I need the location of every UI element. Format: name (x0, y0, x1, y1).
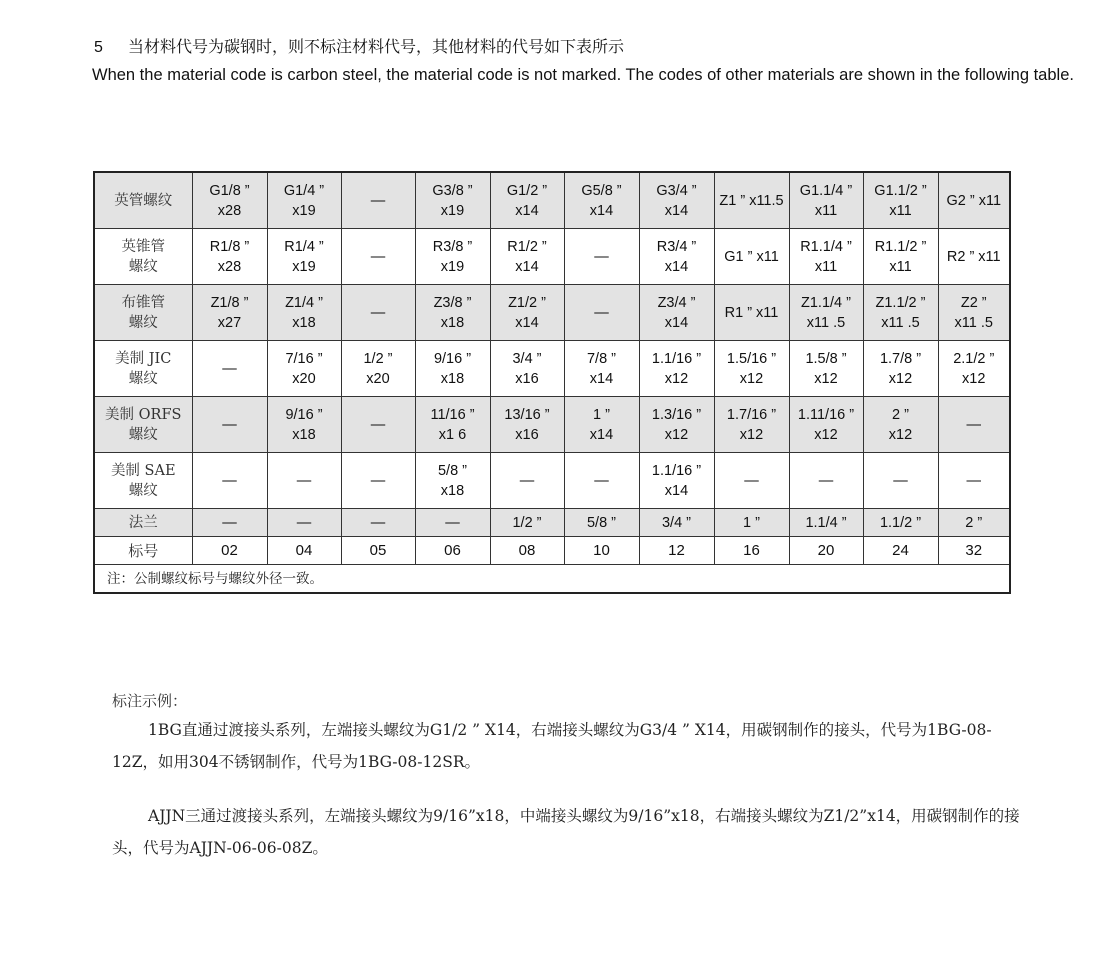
table-row (94, 537, 1010, 565)
table-cell: 1/2 ” x20 (341, 341, 415, 397)
row-label: 英锥管 螺纹 (94, 229, 192, 285)
example-paragraph-2: AJJN三通过渡接头系列，左端接头螺纹为9/16”x18，中端接头螺纹为9/16”x18，右端接头螺纹为Z1/2”x14，用碳钢制作的接头，代号为AJJN-06-06-08Z。 (112, 807, 1020, 857)
table-cell: G3/8 ” x19 (415, 172, 490, 229)
table-cell: — (192, 509, 267, 537)
row-label: 美制 SAE 螺纹 (94, 453, 192, 509)
table-cell: 16 (714, 537, 789, 565)
table-cell: — (564, 229, 639, 285)
row-label: 标号 (94, 537, 192, 565)
table-cell: Z1/4 ” x18 (267, 285, 341, 341)
table-cell: G3/4 ” x14 (639, 172, 714, 229)
table-cell: 20 (789, 537, 863, 565)
table-cell: 1 ” x14 (564, 397, 639, 453)
table-cell: 1.1/4 ” (789, 509, 863, 537)
table-cell: 10 (564, 537, 639, 565)
table-cell: — (938, 397, 1010, 453)
table-cell: 1.7/16 ” x12 (714, 397, 789, 453)
table-cell: 24 (863, 537, 938, 565)
table-cell: 02 (192, 537, 267, 565)
table-cell: 2 ” (938, 509, 1010, 537)
table-cell: 2.1/2 ” x12 (938, 341, 1010, 397)
table-cell: G1/4 ” x19 (267, 172, 341, 229)
example-paragraph-1: 1BG直通过渡接头系列，左端接头螺纹为G1/2 ” X14，右端接头螺纹为G3/4 ” X14，用碳钢制作的接头，代号为1BG-08-12Z，如用304不锈钢制作，代号为1BG-08-12SR。 (112, 721, 992, 771)
table-cell: — (341, 229, 415, 285)
table-row (94, 172, 1010, 229)
table-cell: — (341, 397, 415, 453)
table-cell: 1/2 ” (490, 509, 564, 537)
table-cell: 1.5/16 ” x12 (714, 341, 789, 397)
table-cell: G5/8 ” x14 (564, 172, 639, 229)
table-cell: — (267, 509, 341, 537)
table-cell: Z1/8 ” x27 (192, 285, 267, 341)
table-cell: 1.1/16 ” x14 (639, 453, 714, 509)
section-title-cn: 当材料代号为碳钢时，则不标注材料代号，其他材料的代号如下表所示 (128, 39, 625, 56)
table-cell: G1/2 ” x14 (490, 172, 564, 229)
table-cell: R1/8 ” x28 (192, 229, 267, 285)
table-cell: 9/16 ” x18 (267, 397, 341, 453)
table-cell: Z2 ” x11 .5 (938, 285, 1010, 341)
table-body (94, 172, 1010, 593)
table-cell: — (714, 453, 789, 509)
table-cell: — (490, 453, 564, 509)
row-label: 美制 ORFS 螺纹 (94, 397, 192, 453)
table-row (94, 397, 1010, 453)
row-label: 法兰 (94, 509, 192, 537)
table-cell: R3/4 ” x14 (639, 229, 714, 285)
table-cell: — (192, 341, 267, 397)
examples-title: 标注示例： (112, 692, 188, 710)
table-cell: R1.1/4 ” x11 (789, 229, 863, 285)
table-cell: — (192, 453, 267, 509)
material-code-table (93, 171, 1011, 594)
table-cell: 12 (639, 537, 714, 565)
table-cell: G1 ” x11 (714, 229, 789, 285)
table-cell: 1.1/2 ” (863, 509, 938, 537)
table-cell: — (341, 285, 415, 341)
table-cell: Z1/2 ” x14 (490, 285, 564, 341)
section-number: 5 (94, 39, 103, 56)
table-cell: — (267, 453, 341, 509)
table-cell: 5/8 ” x18 (415, 453, 490, 509)
table-cell: R1/2 ” x14 (490, 229, 564, 285)
table-cell: — (789, 453, 863, 509)
table-cell: 1.7/8 ” x12 (863, 341, 938, 397)
table-row (94, 341, 1010, 397)
table-cell: 08 (490, 537, 564, 565)
table-row (94, 229, 1010, 285)
section-title-en: When the material code is carbon steel, the material code is not marked. The codes of other materials are shown in the following table. (92, 66, 1074, 84)
table-cell: Z1.1/2 ” x11 .5 (863, 285, 938, 341)
table-cell: R1/4 ” x19 (267, 229, 341, 285)
table-cell: 1.11/16 ” x12 (789, 397, 863, 453)
table-cell: 04 (267, 537, 341, 565)
table-cell: 11/16 ” x1 6 (415, 397, 490, 453)
table-cell: 5/8 ” (564, 509, 639, 537)
table-cell: Z3/4 ” x14 (639, 285, 714, 341)
table-cell: R1 ” x11 (714, 285, 789, 341)
table-cell: 06 (415, 537, 490, 565)
table-cell: G2 ” x11 (938, 172, 1010, 229)
table-row (94, 453, 1010, 509)
table-cell: R1.1/2 ” x11 (863, 229, 938, 285)
table-note: 注：公制螺纹标号与螺纹外径一致。 (94, 565, 1010, 594)
section-heading (94, 34, 624, 57)
table-cell: 1.1/16 ” x12 (639, 341, 714, 397)
table-cell: — (415, 509, 490, 537)
table-cell: 05 (341, 537, 415, 565)
table-cell: 2 ” x12 (863, 397, 938, 453)
table-cell: — (341, 509, 415, 537)
row-label: 英管螺纹 (94, 172, 192, 229)
table-cell: Z1.1/4 ” x11 .5 (789, 285, 863, 341)
table-cell: — (564, 453, 639, 509)
table-cell: 1.5/8 ” x12 (789, 341, 863, 397)
table-note-row (94, 565, 1010, 594)
table-cell: G1.1/4 ” x11 (789, 172, 863, 229)
table-cell: Z1 ” x11.5 (714, 172, 789, 229)
table-row (94, 509, 1010, 537)
row-label: 美制 JIC 螺纹 (94, 341, 192, 397)
table-cell: 3/4 ” x16 (490, 341, 564, 397)
table-cell: 7/16 ” x20 (267, 341, 341, 397)
table-cell: R3/8 ” x19 (415, 229, 490, 285)
table-cell: 9/16 ” x18 (415, 341, 490, 397)
table-cell: — (863, 453, 938, 509)
table-cell: — (341, 172, 415, 229)
table-cell: 7/8 ” x14 (564, 341, 639, 397)
table-cell: 1.3/16 ” x12 (639, 397, 714, 453)
table-cell: 3/4 ” (639, 509, 714, 537)
table-cell: R2 ” x11 (938, 229, 1010, 285)
table-cell: 13/16 ” x16 (490, 397, 564, 453)
row-label: 布锥管 螺纹 (94, 285, 192, 341)
table-cell: G1/8 ” x28 (192, 172, 267, 229)
table-row (94, 285, 1010, 341)
table-cell: — (341, 453, 415, 509)
table-cell: — (192, 397, 267, 453)
table-cell: G1.1/2 ” x11 (863, 172, 938, 229)
table-cell: Z3/8 ” x18 (415, 285, 490, 341)
table-cell: — (938, 453, 1010, 509)
table-cell: 32 (938, 537, 1010, 565)
table-cell: 1 ” (714, 509, 789, 537)
table-cell: — (564, 285, 639, 341)
